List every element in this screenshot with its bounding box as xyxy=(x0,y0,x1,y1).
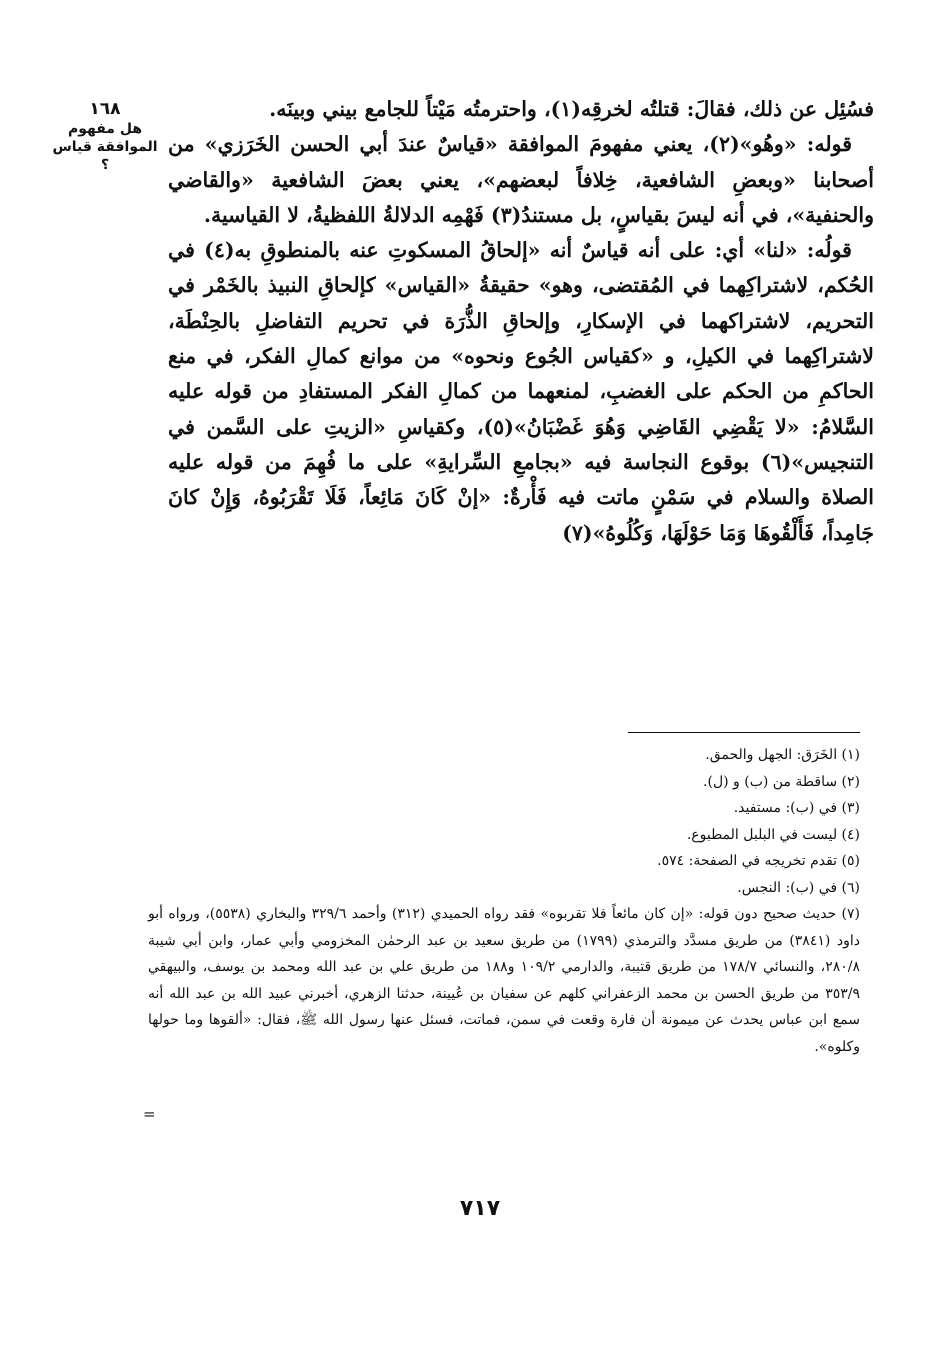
margin-note xyxy=(46,98,164,174)
margin-topic-heading: هل مفهوم الموافقة قياس ؟ xyxy=(52,121,158,173)
footnote: (٤) ليست في البلبل المطبوع. xyxy=(686,826,860,843)
main-text xyxy=(168,92,874,551)
margin-section-number: ١٦٨ xyxy=(89,99,121,119)
footnote: (٣) في (ب): مستفيد. xyxy=(733,800,860,816)
footnote-divider xyxy=(628,732,860,733)
body-paragraph: فسُئِل عن ذلك، فقالَ: قتلتُه لخرقِه(١)، واحترمتُه مَيْتاً للجامع بيني وبينَه. xyxy=(269,97,874,121)
footnotes xyxy=(148,742,860,1060)
continuation-mark: = xyxy=(143,1105,156,1123)
body-paragraph: قولُه: «لنا» أي: على أنه قياسٌ أنه «إلحاقُ المسكوتِ عنه بالمنطوقِ به(٤) في الحُكم، لاشتراكِهما في المُقتضى، وهو» حقيقةُ «القياس» كإلحاقِ النبيذ بالخَمْر في التحريم، لاشتراكهما في الإسكارِ، وإلحاقِ الذُّرَة في تحريم التفاضلِ بالحِنْطَة، لاشتراكِهما في الكيلِ، و «كقياس الجُوع ونحوه» من موانع كمالِ الفكر، في منع الحاكمِ من الحكم على الغضبِ، لمنعهما من كمالِ الفكر المستفادِ من قوله عليه السَّلامُ: «لا يَقْضِي القَاضِي وَهُوَ غَضْبَانُ»(٥)، وكقياسِ «الزيتِ على السَّمن في التنجيس»(٦) بوقوع النجاسة فيه «بجامعِ السِّرايةِ» على ما فُهِمَ من قوله عليه الصلاة والسلام في سَمْنٍ ماتت فيه فَأْرةٌ: «إنْ كَانَ مَائِعاً، فَلَا تَقْرَبُوهُ، وَإِنْ كانَ جَامِداً، فَأَلْقُوهَا وَمَا حَوْلَهَا، وَكُلُوهُ»(٧) xyxy=(168,238,874,545)
page-number: ٧١٧ xyxy=(459,1196,501,1221)
footnote: (١) الخَرَق: الجهل والحمق. xyxy=(705,747,860,763)
footnote: (٢) ساقطة من (ب) و (ل). xyxy=(703,773,860,790)
footnote: (٥) تقدم تخريجه في الصفحة: ٥٧٤. xyxy=(657,853,860,869)
footnote: (٦) في (ب): النجس. xyxy=(737,879,860,896)
footnote: (٧) حديث صحيح دون قوله: «إن كان مائعاً فلا تقربوه» فقد رواه الحميدي (٣١٢) وأحمد ٣٢٩/٦ والبخاري (٥٥٣٨)، ورواه أبو داود (٣٨٤١) من طريق مسدَّد والترمذي (١٧٩٩) من طريق سعيد بن عبد الرحمٰن المخزومي وأبي عمار، وابن أبي شيبة ٢٨٠/٨، والنسائي ١٧٨/٧ من طريق قتيبة، والدارمي ١٠٩/٢ و١٨٨ من طريق علي بن عبد الله ومحمد بن يوسف، والبيهقي ٣٥٣/٩ من طريق الحسن بن محمد الزعفراني كلهم عن سفيان بن عُيينة، حدثنا الزهري، أخبرني عبيد الله بن عبد الله أنه سمع ابن عباس يحدث عن ميمونة أن فارة وقعت في سمن، فماتت، فسئل عنها رسول الله ﷺ، فقال: «ألقوها وما حولها وكلوه». xyxy=(148,906,861,1055)
body-paragraph: قوله: «وهُو»(٢)، يعني مفهومَ الموافقة «قياسٌ عندَ أبي الحسن الخَرَزي» من أصحابنا «وبعضِ الشافعية، خِلافاً لبعضهم»، يعني بعضَ الشافعية «والقاضي والحنفية»، في أنه ليسَ بقياسٍ، بل مستندُ(٣) فَهْمِه الدلالةُ اللفظيةُ، لا القياسية. xyxy=(168,132,874,227)
